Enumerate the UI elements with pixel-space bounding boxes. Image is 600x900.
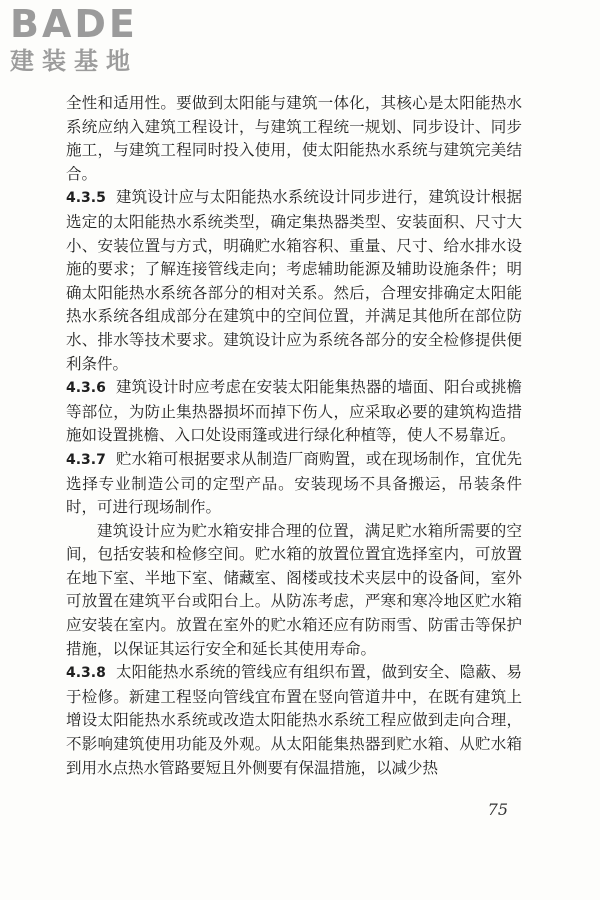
- clause-number: 4.3.8: [66, 665, 106, 682]
- document-body: [66, 92, 522, 780]
- clause-4-3-5: [66, 186, 522, 376]
- watermark-cjk-text: 建装基地: [10, 47, 138, 75]
- clause-4-3-7: [66, 448, 522, 520]
- watermark-latin-text: BADE: [10, 2, 138, 46]
- clause-4-3-8: [66, 661, 522, 780]
- clause-number: 4.3.6: [66, 380, 106, 397]
- clause-number: 4.3.7: [66, 451, 106, 468]
- clause-text: 建筑设计时应考虑在安装太阳能集热器的墙面、阳台或挑檐等部位，为防止集热器损坏而掉下伤人，应采取必要的建筑构造措施如设置挑檐、入口处设雨篷或进行绿化种植等，使人不易靠近。: [66, 378, 522, 445]
- indented-paragraph: 建筑设计应为贮水箱安排合理的位置，满足贮水箱所需要的空间，包括安装和检修空间。贮水箱的放置位置宜选择室内，可放置在地下室、半地下室、储藏室、阁楼或技术夹层中的设备间，室外可放置在建筑平台或阳台上。从防冻考虑，严寒和寒冷地区贮水箱应安装在室内。放置在室外的贮水箱还应有防雨雪、防雷击等保护措施，以保证其运行安全和延长其使用寿命。: [66, 521, 522, 658]
- clause-text: 建筑设计应与太阳能热水系统设计同步进行，建筑设计根据选定的太阳能热水系统类型，确定集热器类型、安装面积、尺寸大小、安装位置与方式，明确贮水箱容积、重量、尺寸、给水排水设施的要求；了解连接管线走向；考虑辅助能源及辅助设施条件；明确太阳能热水系统各部分的相对关系。然后，合理安排确定太阳能热水系统各组成部分在建筑中的空间位置，并满足其他所在部位防水、排水等技术要求。建筑设计应为系统各部分的安全检修提供便利条件。: [66, 188, 522, 373]
- clause-text: 贮水箱可根据要求从制造厂商购置，或在现场制作，宜优先选择专业制造公司的定型产品。安装现场不具备搬运，吊装条件时，可进行现场制作。: [66, 449, 522, 517]
- clause-number: 4.3.5: [66, 190, 106, 207]
- page-number: 75: [487, 800, 508, 819]
- bade-watermark-logo: [10, 4, 180, 76]
- clause-text: 太阳能热水系统的管线应有组织布置，做到安全、隐蔽、易于检修。新建工程竖向管线宜布置在竖向管道井中，在既有建筑上增设太阳能热水系统或改造太阳能热水系统工程应做到走向合理，不影响建筑使用功能及外观。从太阳能集热器到贮水箱、从贮水箱到用水点热水管路要短且外侧要有保温措施，以减少热: [66, 663, 522, 777]
- continuation-paragraph: 全性和适用性。要做到太阳能与建筑一体化，其核心是太阳能热水系统应纳入建筑工程设计，与建筑工程统一规划、同步设计、同步施工，与建筑工程同时投入使用，使太阳能热水系统与建筑完美结合。: [66, 94, 522, 183]
- clause-4-3-6: [66, 376, 522, 448]
